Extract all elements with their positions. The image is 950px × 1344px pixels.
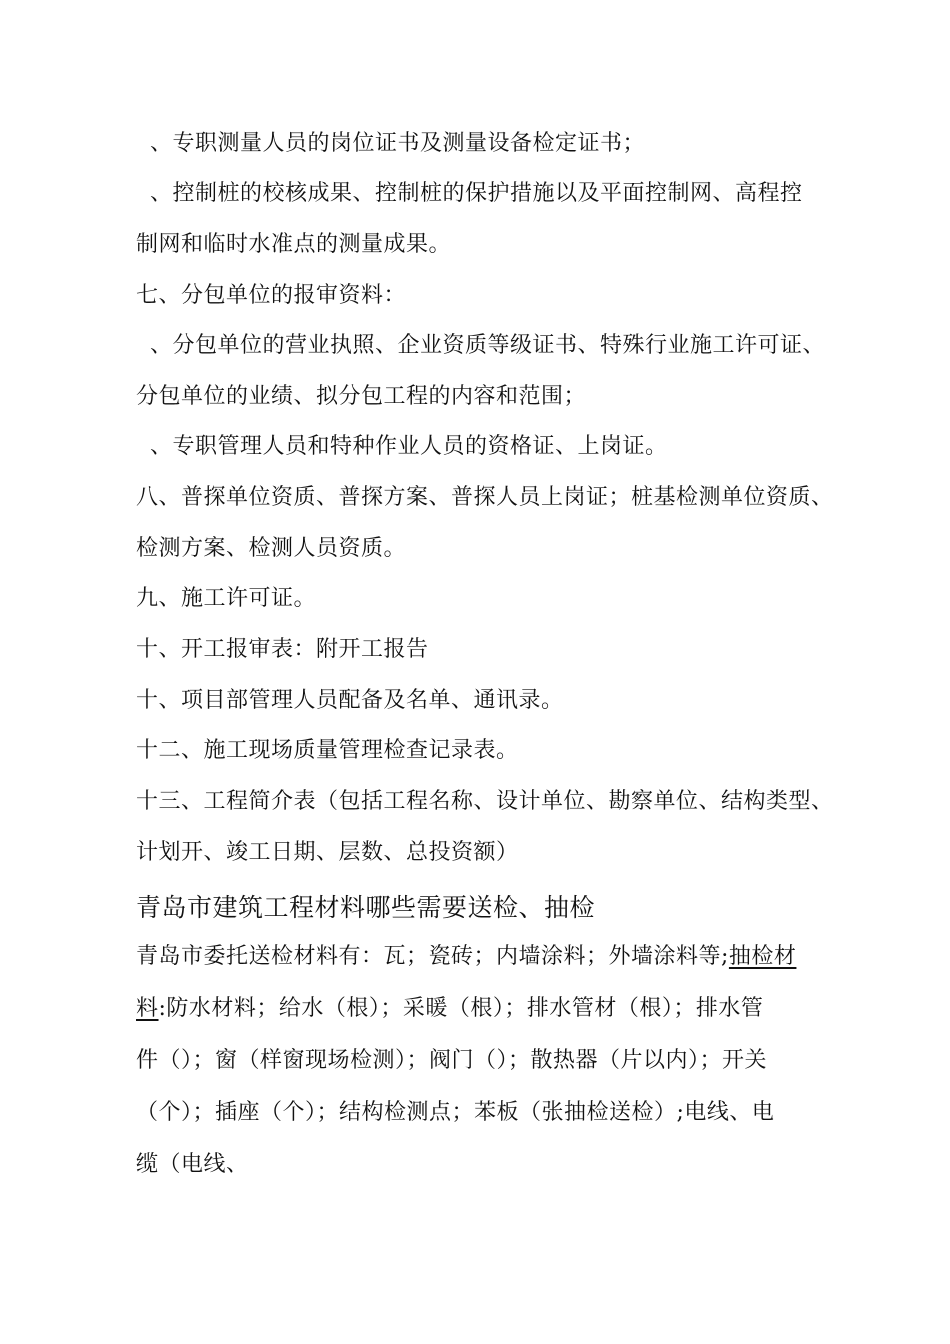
para-line-5: 缆（电线、 [136,1152,249,1177]
section-seven-title: 七、分包单位的报审资料： [136,283,407,308]
section-ten-b: 十、项目部管理人员配备及名单、通讯录。 [136,688,564,713]
section-nine: 九、施工许可证。 [136,586,317,611]
text-line-1: 、专职测量人员的岗位证书及测量设备检定证书； [150,131,646,156]
article-heading: 青岛市建筑工程材料哪些需要送检、抽检 [136,893,596,922]
text-line-6: 分包单位的业绩、拟分包工程的内容和范围； [136,384,587,409]
text-line-2: 、控制桩的校核成果、控制桩的保护措施以及平面控制网、高程控 [150,181,803,206]
para-line-1: 青岛市委托送检材料有：瓦；瓷砖；内墙涂料；外墙涂料等;抽检材 [136,944,797,969]
section-eight-line-1: 八、普探单位资质、普探方案、普探人员上岗证；桩基检测单位资质、 [136,485,834,510]
text-line-7: 、专职管理人员和特种作业人员的资格证、上岗证。 [150,434,668,459]
section-thirteen-line-1: 十三、工程简介表（包括工程名称、设计单位、勘察单位、结构类型、 [136,789,834,814]
text-line-5: 、分包单位的营业执照、企业资质等级证书、特殊行业施工许可证、 [150,333,826,358]
para-line-3: 件（）；窗（样窗现场检测）；阀门（）；散热器（片以内）；开关 [136,1048,768,1073]
section-eight-line-2: 检测方案、检测人员资质。 [136,536,407,561]
text-line-3: 制网和临时水准点的测量成果。 [136,232,452,257]
section-ten: 十、开工报审表：附开工报告 [136,637,429,662]
inspection-materials-link[interactable]: 抽检材 [728,944,797,969]
para-line-2: 料:防水材料；给水（根）；采暖（根）；排水管材（根）；排水管 [136,996,764,1021]
section-thirteen-line-2: 计划开、竣工日期、层数、总投资额） [136,840,519,865]
section-twelve: 十二、施工现场质量管理检查记录表。 [136,738,519,763]
para-line-4: （个）；插座（个）；结构检测点；苯板（张抽检送检）;电线、电 [136,1100,775,1125]
inspection-materials-link-cont[interactable]: 料 [136,996,159,1021]
